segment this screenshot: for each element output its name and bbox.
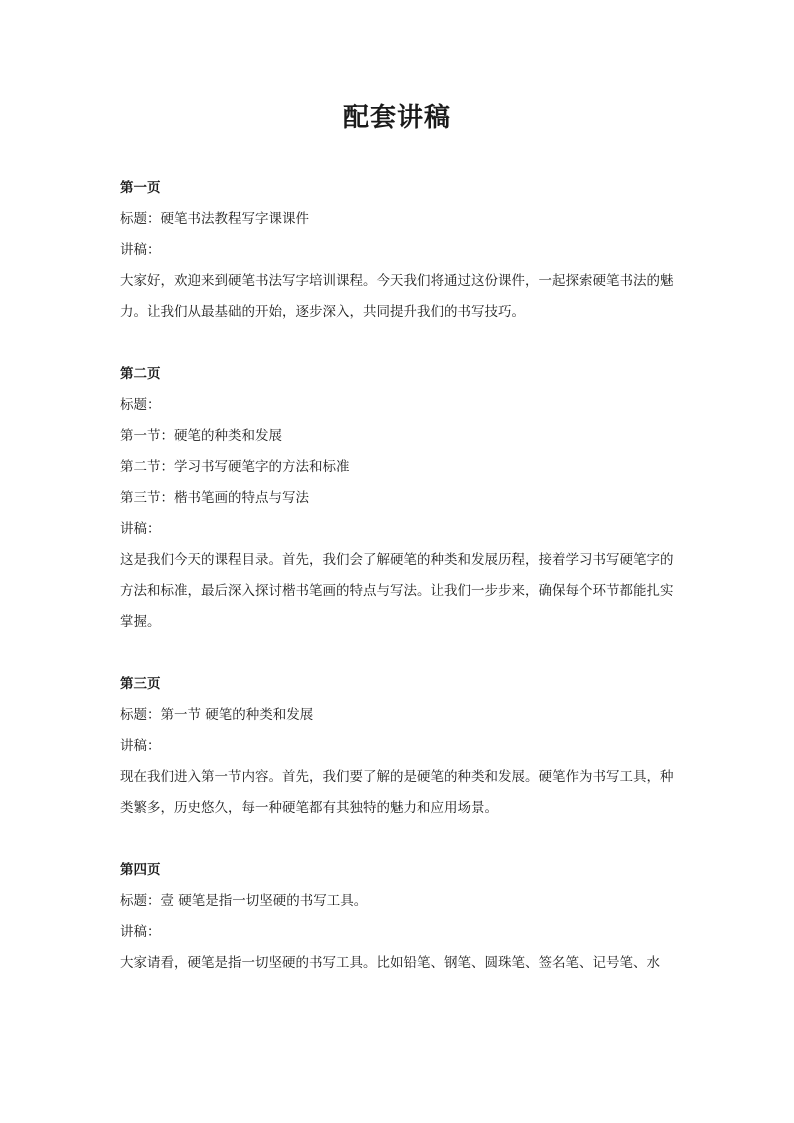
notes-paragraph-3: 现在我们进入第一节内容。首先，我们要了解的是硬笔的种类和发展。硬笔作为书写工具，种类繁多，历史悠久，每一种硬笔都有其独特的魅力和应用场景。: [120, 769, 674, 816]
notes-label-1: 讲稿：: [120, 242, 161, 258]
page-heading-2: 第二页: [120, 366, 161, 382]
page-heading-3: 第三页: [120, 676, 161, 692]
outline-item-2: 第二节：学习书写硬笔字的方法和标准: [120, 459, 350, 475]
notes-paragraph-2: 这是我们今天的课程目录。首先，我们会了解硬笔的种类和发展历程，接着学习书写硬笔字的方法和标准，最后深入探讨楷书笔画的特点与写法。让我们一步步来，确保每个环节都能扎实掌握。: [120, 552, 674, 630]
outline-item-1: 第一节：硬笔的种类和发展: [120, 428, 282, 444]
notes-paragraph-4: 大家请看，硬笔是指一切坚硬的书写工具。比如铅笔、钢笔、圆珠笔、签名笔、记号笔、水: [120, 955, 660, 971]
section-spacer: [120, 328, 686, 359]
notes-paragraph-1: 大家好，欢迎来到硬笔书法写字培训课程。今天我们将通过这份课件，一起探索硬笔书法的魅力。让我们从最基础的开始，逐步深入，共同提升我们的书写技巧。: [120, 273, 674, 320]
section-spacer: [120, 638, 686, 669]
page-heading-4: 第四页: [120, 862, 161, 878]
document-body: [120, 173, 686, 979]
section-spacer: [120, 824, 686, 855]
page-heading-1: 第一页: [120, 180, 161, 196]
title-line-4: 标题：壹 硬笔是指一切坚硬的书写工具。: [120, 893, 368, 909]
outline-item-3: 第三节：楷书笔画的特点与写法: [120, 490, 309, 506]
title-line-2: 标题：: [120, 397, 161, 413]
title-line-1: 标题：硬笔书法教程写字课课件: [120, 211, 309, 227]
notes-label-4: 讲稿：: [120, 924, 161, 940]
document-title: 配套讲稿: [342, 103, 451, 133]
title-line-3: 标题：第一节 硬笔的种类和发展: [120, 707, 314, 723]
notes-label-3: 讲稿：: [120, 738, 161, 754]
notes-label-2: 讲稿：: [120, 521, 161, 537]
